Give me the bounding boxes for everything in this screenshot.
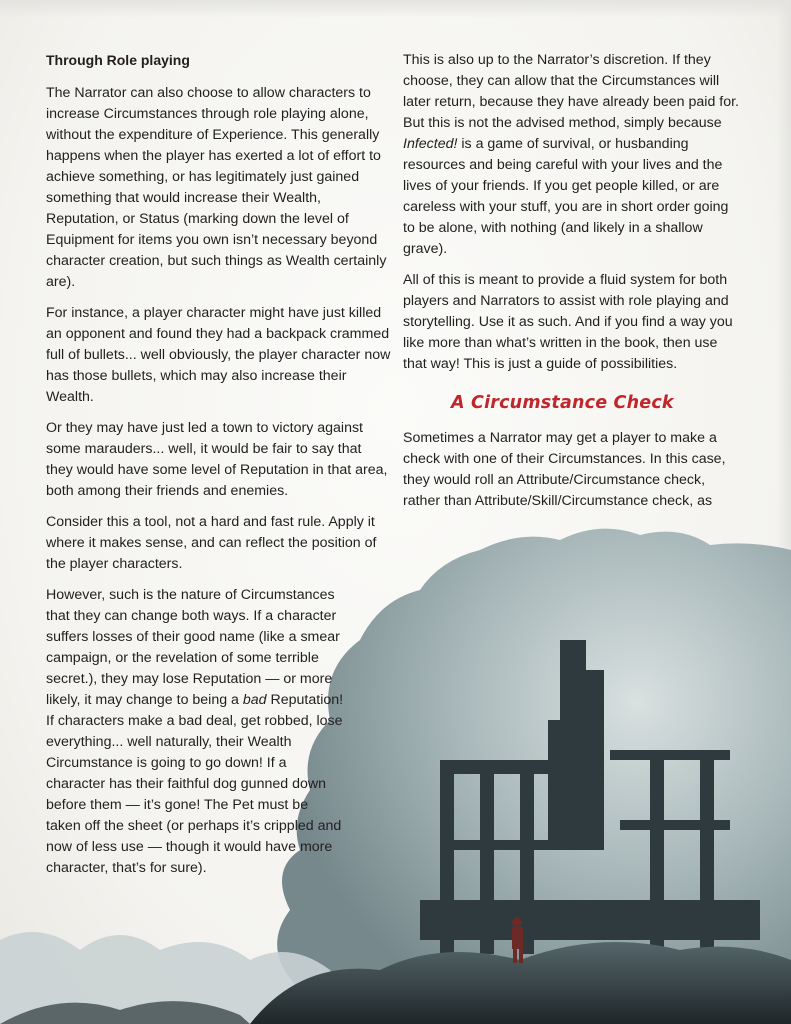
paragraph-text: Reputation! If characters make a bad deal, get robbed, lose everything... well naturally, their Wealth Circumstance is going to go down! If a character has their faithful dog gunned down before them — it’s gone! The Pet must be taken off the sheet (or perhaps it’s crippled and now of less use — though it would have more character, that’s for sure). <box>46 692 344 876</box>
subsection-heading: Through Role playing <box>46 52 190 68</box>
page-edge-top <box>0 0 791 18</box>
paragraph: For instance, a player character might have just killed an opponent and found they had a backpack crammed full of bullets... well obviously, the player character now has those bullets, which may also increase their Wealth. <box>46 305 391 405</box>
paragraph <box>403 50 743 260</box>
emphasis-text: Infected! <box>403 136 458 152</box>
section-title: A Circumstance Check <box>451 393 674 413</box>
paragraph: Sometimes a Narrator may get a player to make a check with one of their Circumstances. In this case, they would roll an Attribute/Circumstance check, rather than Attribute/Skill/Circumstance check, as <box>403 430 726 509</box>
paragraph: Or they may have just led a town to victory against some marauders... well, it would be fair to say that they would have some level of Reputation in that area, both among their friends and enemies. <box>46 420 388 499</box>
right-column <box>403 50 743 522</box>
paragraph <box>46 585 346 879</box>
emphasis-text: bad <box>242 692 267 708</box>
paragraph-text: This is also up to the Narrator’s discretion. If they choose, they can allow that the Circumstances will later return, because they have already been paid for. But this is not the advised method, simply because <box>403 52 739 131</box>
paragraph-text: is a game of survival, or husbanding resources and being careful with your lives and the lives of your friends. If you get people killed, or are careless with your stuff, you are in short order going to be alone, with nothing (and likely in a shallow grave). <box>403 136 729 257</box>
paragraph: Consider this a tool, not a hard and fast rule. Apply it where it makes sense, and can reflect the position of the player characters. <box>46 514 377 572</box>
paragraph: All of this is meant to provide a fluid system for both players and Narrators to assist with role playing and storytelling. Use it as such. And if you find a way you like more than what’s written in the book, then use that way! This is just a guide of possibilities. <box>403 272 733 372</box>
left-column <box>46 50 391 889</box>
paragraph-text: However, such is the nature of Circumstances that they can change both ways. If a character suffers losses of their good name (like a smear campaign, or the revelation of some terrible secret.), they may lose Reputation — or more likely, it may change to being a <box>46 587 340 708</box>
paragraph: The Narrator can also choose to allow characters to increase Circumstances through role playing alone, without the expenditure of Experience. This generally happens when the player has exerted a lot of effort to achieve something, or has legitimately just gained something that would increase their Wealth, Reputation, or Status (marking down the level of Equipment for items you own isn’t necessary beyond character creation, but such things as Wealth certainly are). <box>46 85 387 290</box>
